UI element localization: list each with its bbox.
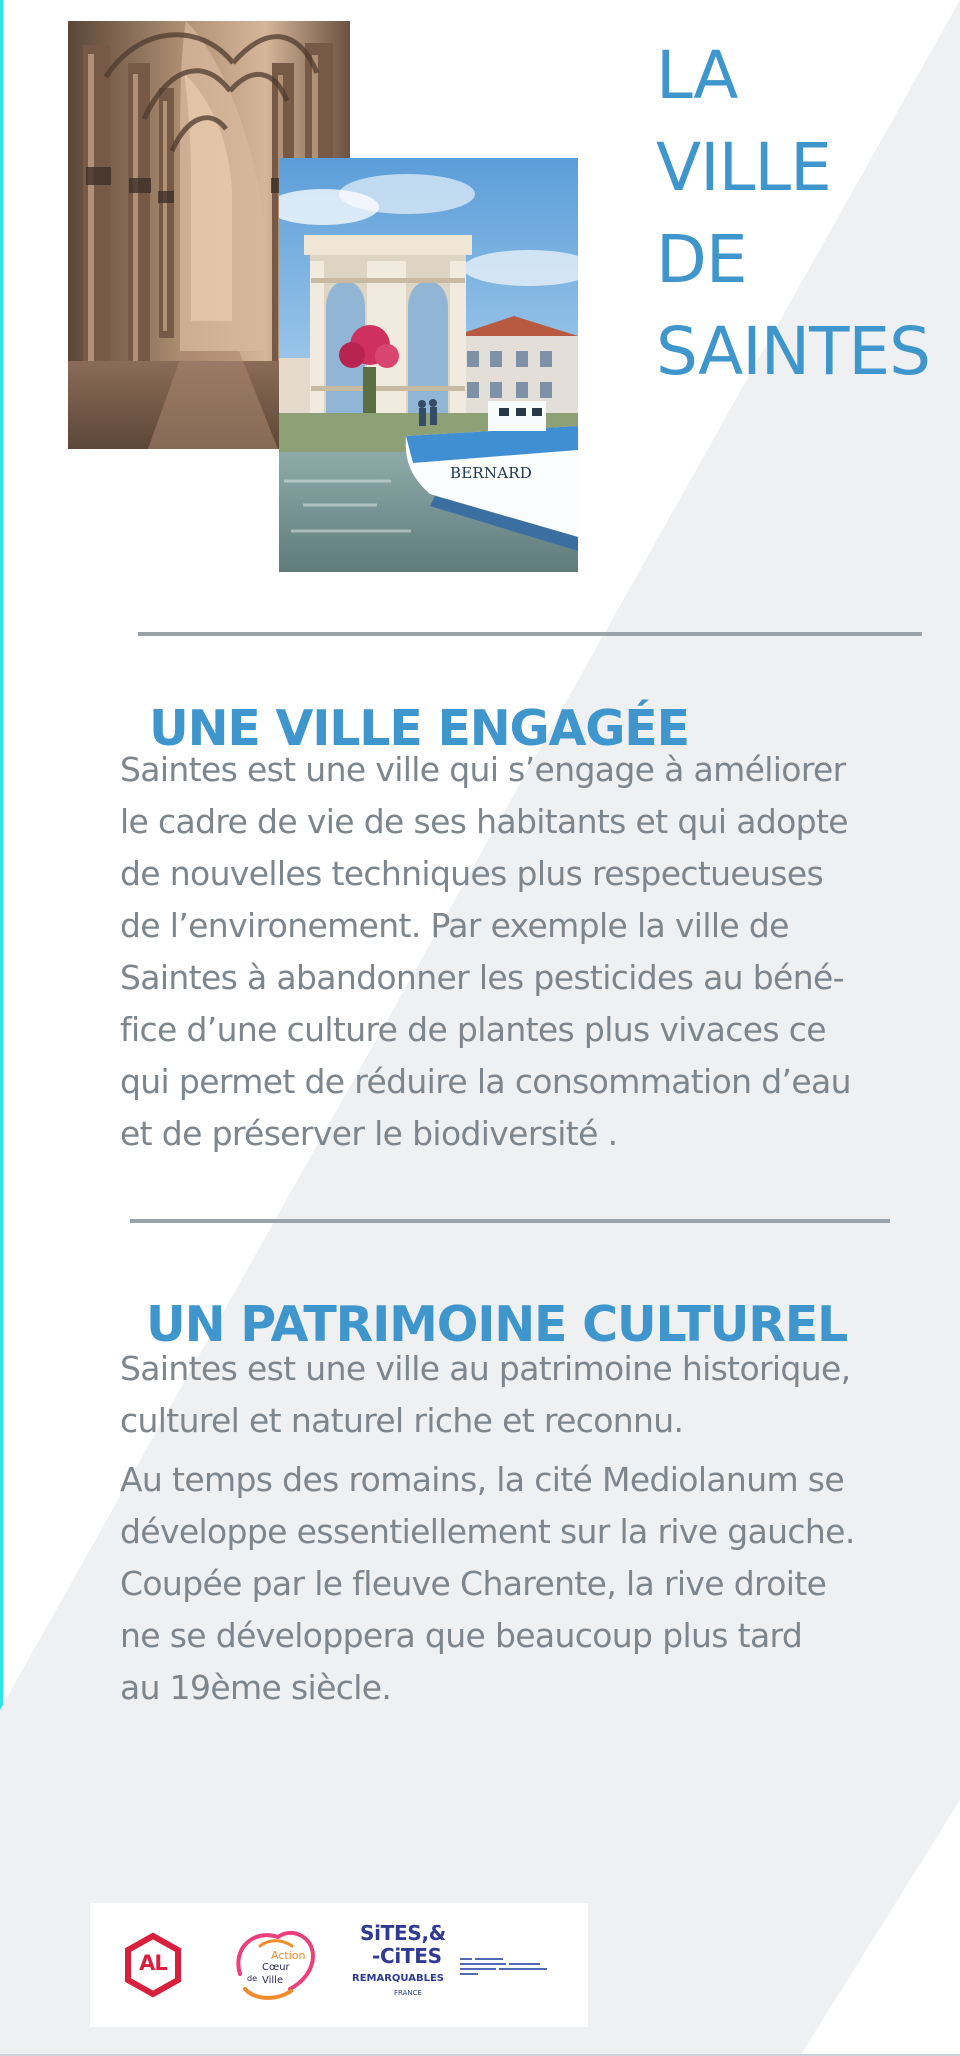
engagee-text-line: de l’environement. Par exemple la ville de <box>120 906 789 945</box>
title-line-la: LA <box>656 37 738 114</box>
engagee-text-line: Saintes à abandonner les pesticides au béné- <box>120 958 844 997</box>
france-logo-word: FRANCE <box>394 1989 422 1997</box>
sites-logo-word: SiTES,& <box>360 1921 446 1945</box>
patrimoine-history-line: ne se développera que beaucoup plus tard <box>120 1616 803 1655</box>
al-logo <box>122 1932 184 1998</box>
engagee-text-line: fice d’une culture de plantes plus vivaces ce <box>120 1010 826 1049</box>
patrimoine-history-line: Coupée par le fleuve Charente, la rive droite <box>120 1564 827 1603</box>
action-coeur-de-ville-logo <box>224 1923 320 2007</box>
title-line-ville: VILLE <box>656 129 831 206</box>
title-line-saintes: SAINTES <box>656 313 931 390</box>
action-logo-word: Action <box>271 1949 306 1962</box>
title-line-de: DE <box>656 221 747 298</box>
engagee-text-line: qui permet de réduire la consommation d’eau <box>120 1062 851 1101</box>
section-text-engagee <box>120 744 851 1160</box>
engagee-text-line: de nouvelles techniques plus respectueuses <box>120 854 824 893</box>
ville-logo-word: Ville <box>262 1975 284 1986</box>
patrimoine-intro-line: Saintes est une ville au patrimoine historique, <box>120 1349 851 1388</box>
section-divider-engagee <box>138 632 922 636</box>
patrimoine-history-line: au 19ème siècle. <box>120 1668 392 1707</box>
engagee-text-line: le cadre de vie de ses habitants et qui adopte <box>120 802 848 841</box>
cites-logo-word: -CiTES <box>372 1944 442 1968</box>
section-text-patrimoine-history <box>120 1454 855 1714</box>
partner-logo-bar <box>90 1903 588 2027</box>
page-title <box>656 30 946 398</box>
section-text-patrimoine-intro <box>120 1343 850 1447</box>
patrimoine-history-line: Au temps des romains, la cité Mediolanum se <box>120 1460 844 1499</box>
sites-logo-small-print <box>460 1957 558 1981</box>
patrimoine-history-line: développe essentiellement sur la rive gauche. <box>120 1512 855 1551</box>
patrimoine-intro-line: culturel et naturel riche et reconnu. <box>120 1401 684 1440</box>
al-logo-text: AL <box>139 1951 167 1975</box>
engagee-text-line: et de préserver le biodiversité . <box>120 1114 618 1153</box>
de-logo-word: de <box>247 1974 257 1983</box>
section-divider-patrimoine <box>130 1219 890 1223</box>
engagee-text-line: Saintes est une ville qui s’engage à améliorer <box>120 750 846 789</box>
coeur-logo-word: Cœur <box>262 1962 290 1973</box>
germanicus-arch-photo <box>279 158 578 572</box>
section-heading-patrimoine: UN PATRIMOINE CULTUREL <box>146 1295 848 1353</box>
sites-cites-remarquables-logo <box>352 1923 566 2009</box>
remarquables-logo-word: REMARQUABLES <box>352 1973 445 1984</box>
boat-name-text: BERNARD <box>450 464 532 482</box>
section-heading-engagee: UNE VILLE ENGAGÉE <box>149 699 689 757</box>
